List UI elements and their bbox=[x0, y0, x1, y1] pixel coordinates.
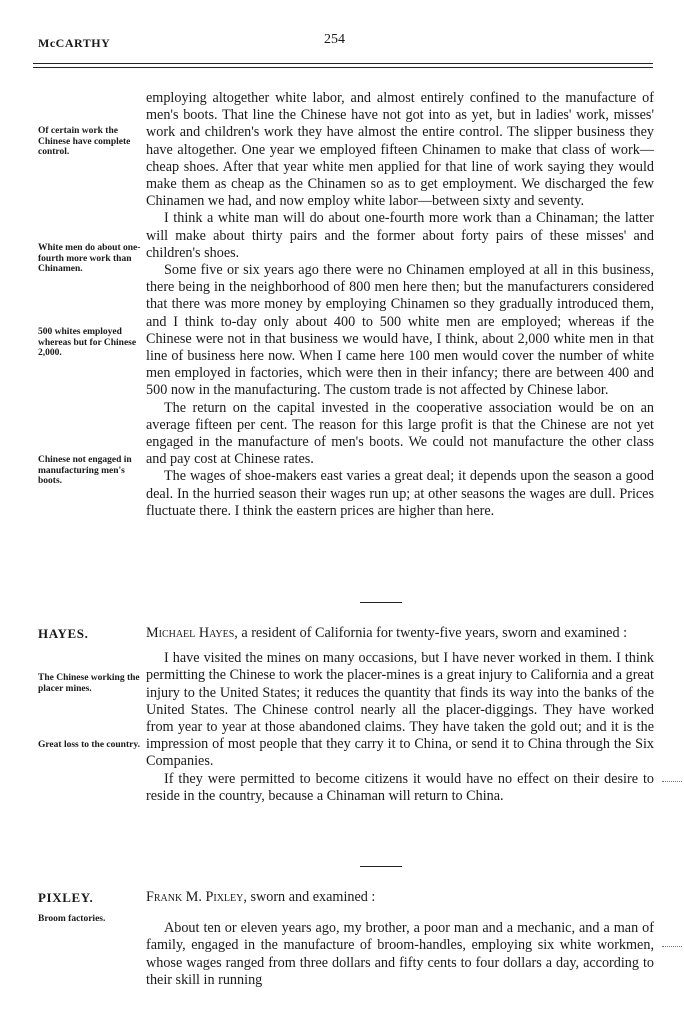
witness-name: Michael Hayes bbox=[146, 625, 235, 641]
witness-intro-rest: , a resident of California for twenty-five years, sworn and examined : bbox=[234, 625, 628, 641]
witness-intro-rest: , sworn and examined : bbox=[243, 889, 376, 905]
margin-note: Of certain work the Chinese have complete control. bbox=[38, 126, 131, 157]
section-divider bbox=[360, 866, 402, 867]
pixley-text bbox=[146, 889, 654, 989]
paragraph: I have visited the mines on many occasions, but I have never worked in them. I think permitting the Chinese to work the placer-mines is a great injury to California and a great injury to the United States; it reduces the quantity that finds its way into the banks of the United States. The Chinese control nearly all the placer-diggings. They have worked from year to year at those abandoned claims. They have taken the gold out; and it is the impression of most people that they carry it to China, or send it to China through the Six Companies. bbox=[146, 650, 654, 770]
paragraph: If they were permitted to become citizens it would have no effect on their desire to reside in the country, because a Chinaman will return to China. bbox=[146, 770, 654, 804]
mccarthy-text bbox=[146, 90, 654, 520]
paragraph: About ten or eleven years ago, my brother, a poor man and a mechanic, and a man of family, engaged in the manufacture of broom-handles, employing six white workmen, whose wages ranged from three dollars and fifty cents to four dollars a day, according to their skill in running bbox=[146, 920, 654, 988]
paragraph: Some five or six years ago there were no Chinamen employed at all in this business, there being in the neighborhood of 800 men here then; but the manufacturers considered that there was more money by employing Chinamen so they gradually introduced them, and I think to-day only about 400 to 500 white men are employed; whereas if the Chinese were not in that business we would have, I think, about 2,000 white men in that line of business here now. When I came here 100 men would cover the number of white men employed in factories, which were then in their infancy; there are between 400 and 500 now in the manufacturing. The custom trade is not affected by Chinese labor. bbox=[146, 262, 654, 399]
hayes-text bbox=[146, 625, 654, 805]
paragraph: The wages of shoe-makers east varies a great deal; it depends upon the season a good deal. In the hurried season their wages run up; at other seasons the wages are dull. Prices fluctuate there. I think the eastern prices are higher than here. bbox=[146, 468, 654, 519]
margin-dots bbox=[662, 781, 682, 782]
margin-note: Great loss to the country. bbox=[38, 740, 140, 750]
margin-note: 500 whites employed whereas but for Chinese 2,000. bbox=[38, 327, 137, 358]
paragraph: employing altogether white labor, and almost entirely confined to the manufacture of men's boots. That line the Chinese have not got into as yet, but in ladies' work, misses' work and children's work they have almost the entire control. The slipper business they have altogether. One year we employed fifteen Chinamen to make that class of work—cheap shoes. After that year white men applied for that line of work saying they would make them as cheap as the Chinamen so as to get employment. We discharged the few Chinamen we had, and now employ white labor—between sixty and seventy. bbox=[146, 90, 654, 210]
margin-note: The Chinese working the placer mines. bbox=[38, 673, 140, 694]
running-head: McCARTHY bbox=[38, 36, 111, 50]
header-rule-top bbox=[33, 63, 653, 64]
paragraph: The return on the capital invested in the cooperative association would be on an average fifteen per cent. The reason for this large profit is that the Chinese are not yet engaged in the manufacture of men's boots. We could not manufacture the other class and pay cost at Chinese rates. bbox=[146, 399, 654, 468]
witness-name: Frank M. Pixley bbox=[146, 889, 244, 905]
speaker-heading: HAYES. bbox=[38, 626, 89, 641]
page-number: 254 bbox=[324, 32, 345, 47]
margin-note: Broom factories. bbox=[38, 914, 106, 924]
section-divider bbox=[360, 602, 402, 603]
speaker-heading: PIXLEY. bbox=[38, 890, 94, 905]
margin-dots bbox=[662, 946, 682, 947]
header-rule-bottom bbox=[33, 67, 653, 68]
paragraph: I think a white man will do about one-fourth more work than a Chinaman; the latter will make about thirty pairs and the former about forty pairs of these misses' and children's shoes. bbox=[146, 210, 654, 261]
witness-intro bbox=[146, 625, 654, 642]
margin-note: Chinese not engaged in manufacturing men's boots. bbox=[38, 455, 132, 486]
witness-intro bbox=[146, 889, 654, 906]
margin-note: White men do about one-fourth more work than Chinamen. bbox=[38, 243, 141, 274]
